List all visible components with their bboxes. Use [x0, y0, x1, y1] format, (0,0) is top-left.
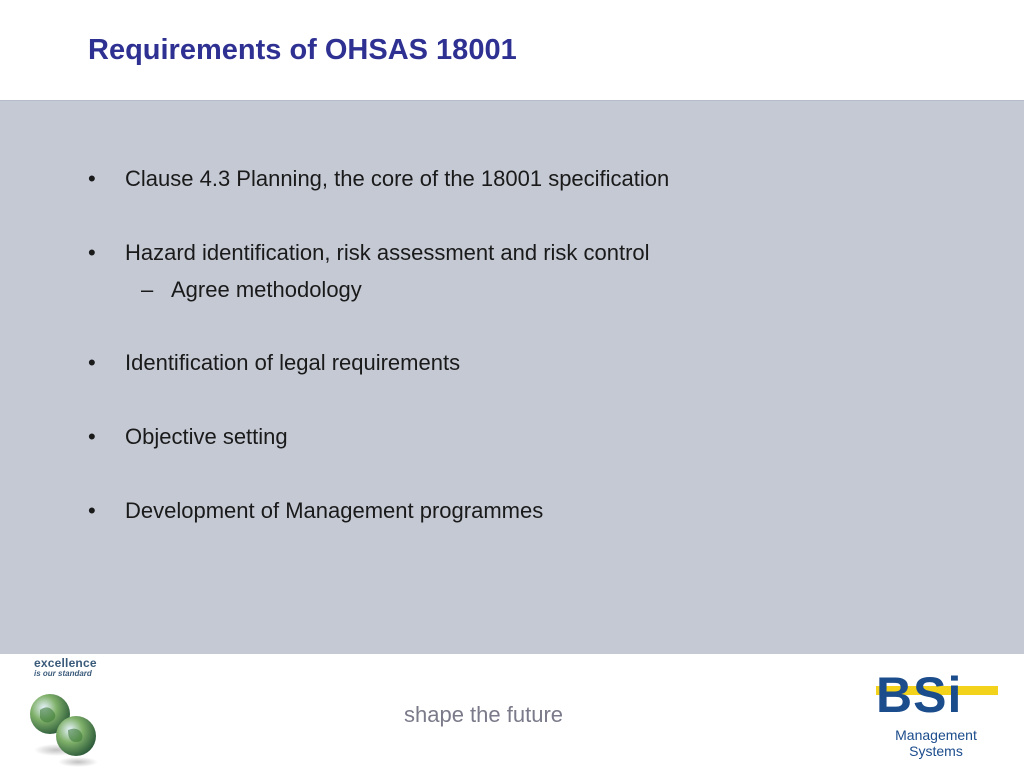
bsi-logo-text: BSi — [876, 667, 963, 723]
bullet-item — [88, 424, 288, 450]
bullet-text: Clause 4.3 Planning, the core of the 18001 specification — [125, 166, 670, 191]
bullet-text: Identification of legal requirements — [125, 350, 461, 375]
bullet-mark: • — [88, 166, 96, 191]
bullet-mark: • — [88, 424, 96, 449]
bullet-mark: • — [88, 498, 96, 523]
bullet-text: Development of Management programmes — [125, 498, 544, 523]
bullet-mark: • — [88, 350, 96, 375]
excellence-title: excellence — [34, 656, 97, 670]
excellence-logo — [34, 656, 97, 678]
footer-tagline: shape the future — [404, 702, 564, 727]
bullet-text: Objective setting — [125, 424, 288, 449]
excellence-subtitle: is our standard — [34, 669, 92, 678]
bsi-caption-line1: Management — [895, 727, 977, 743]
slide-title: Requirements of OHSAS 18001 — [88, 34, 517, 66]
bullet-item — [88, 498, 543, 524]
sub-bullet-mark: – — [141, 277, 154, 302]
sub-bullet-text: Agree methodology — [171, 277, 362, 302]
bullet-item — [88, 240, 650, 266]
bullet-item — [88, 350, 460, 376]
bsi-caption — [876, 727, 996, 759]
bullet-mark: • — [88, 240, 96, 265]
bullet-item — [88, 166, 669, 192]
bsi-caption-line2: Systems — [909, 743, 963, 759]
bullet-text: Hazard identification, risk assessment and risk control — [125, 240, 650, 265]
globes-icon — [26, 688, 106, 768]
sub-bullet-item — [141, 277, 362, 303]
